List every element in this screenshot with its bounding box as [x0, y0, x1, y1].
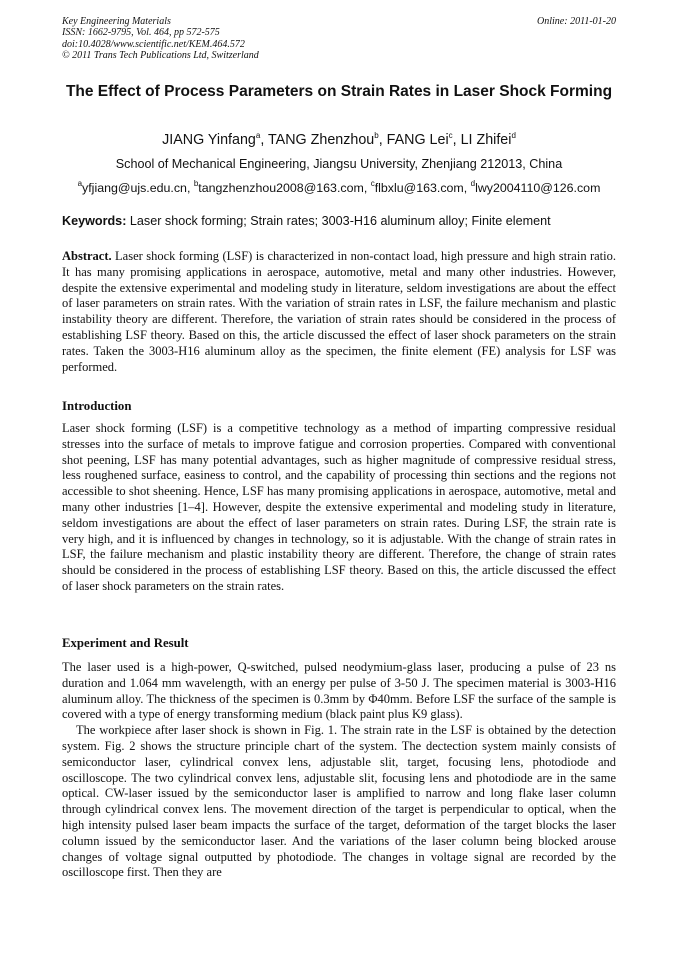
paragraph: The laser used is a high-power, Q-switched, pulsed neodymium-glass laser, producing a pulse of 23 ns duration and 1.064 mm wavelength, with an energy per pulse of 3-50 J. The specimen material is 3003-H16 aluminum alloy. The thickness of the specimen is 0.3mm by Φ40mm. Before LSF the surface of the sample is covered with a type of energy transforming medium (black paint plus K9 glass).: [62, 660, 616, 722]
abstract-text: Laser shock forming (LSF) is characterized in non-contact load, high pressure and high strain ratio. It has many promising applications in aerospace, automotive, metal and many other industries. However, despite the extensive experimental and modeling study in literature, seldom investigations are about the effect of laser parameters on strain rates. With the variation of strain rates in LSF, the failure mechanism and plastic instability theory are different. Therefore, the variation of strain rates should be considered in the process of establishing LSF theory. Based on this, the article discussed the effect of laser shock parameters on the strain rates. Taken the 3003-H16 aluminum alloy as the specimen, the finite element (FE) analysis for LSF was performed.: [62, 249, 616, 374]
journal-header: [62, 16, 259, 61]
email-link[interactable]: yfjiang@ujs.edu.cn: [82, 181, 187, 195]
email-sup: c: [370, 179, 375, 188]
online-date: Online: 2011-01-20: [537, 16, 616, 27]
doi-line[interactable]: doi:10.4028/www.scientific.net/KEM.464.572: [62, 38, 245, 50]
abstract-label: Abstract.: [62, 249, 112, 263]
email-link[interactable]: tangzhenzhou2008@163.com: [198, 181, 364, 195]
introduction-body: [62, 421, 616, 595]
email-link[interactable]: flbxlu@163.com: [374, 181, 464, 195]
paragraph: Laser shock forming (LSF) is a competitive technology as a method of imparting compressive residual stresses into the surface of metals to improve fatigue and corrosion properties. Compared with conventional shot peening, LSF has many potential advantages, such as higher magnitude of compressive residual stress, less roughened surface, easiness to control, and the capability of processing thin sections and the regions not accessible to shot sheening. Hence, LSF has many promising applications in aerospace, automotive, metal and many other industries [1–4]. However, despite the extensive experimental and modeling study in literature, seldom investigations are about the effect of laser parameters on strain rates. During LSF, the strain rate is very high, and it is influenced by changes in technology, so it is adjustable. With the change of strain rates in LSF, the failure mechanism and plastic instability theory are different. Therefore, the change of strain rates should be considered in the process of establishing LSF theory. Based on this, the article discussed the effect of laser shock parameters on the strain rates.: [62, 421, 616, 593]
author-name: JIANG Yinfang: [162, 132, 256, 148]
keywords-text: Laser shock forming; Strain rates; 3003-H16 aluminum alloy; Finite element: [129, 214, 551, 228]
paragraph: The workpiece after laser shock is shown in Fig. 1. The strain rate in the LSF is obtained by the detection system. Fig. 2 shows the structure principle chart of the system. The dectection system mainly consists of semiconductor laser, cylindrical convex lens, adjustable slit, target, focusing lens, photodiode and oscilloscope. The two cylindrical convex lens, adjustable slit, focusing lens and photodiode are in the same optical. CW-laser issued by the semiconductor laser is amplified to narrow and long flake laser column through cylindrical convex lens. The movement direction of the target is perpendicular to optical, when the high intensity pulsed laser beam impacts the surface of the target, deformation of the target blocks the laser column issued by the semiconductor laser. And the variations of the laser column being blocked arouse changes of voltage signal outputted by photodiode. The changes in voltage signal are recorded by the oscilloscope first. Then they are: [62, 723, 616, 880]
author-name: FANG Lei: [386, 132, 449, 148]
keywords: [62, 214, 616, 228]
abstract: [62, 249, 616, 375]
section-heading-introduction: Introduction: [62, 399, 132, 413]
issn-line: ISSN: 1662-9795, Vol. 464, pp 572-575: [62, 27, 220, 39]
section-heading-experiment: Experiment and Result: [62, 636, 189, 650]
author-sup: a: [255, 131, 261, 140]
paper-title: The Effect of Process Parameters on Strain Rates in Laser Shock Forming: [65, 83, 613, 100]
experiment-body: [62, 660, 616, 881]
email-sup: a: [77, 179, 83, 188]
author-sup: d: [511, 131, 516, 140]
journal-name: Key Engineering Materials: [62, 16, 171, 27]
author-name: LI Zhifei: [460, 132, 512, 148]
copyright-line: © 2011 Trans Tech Publications Ltd, Switzerland: [62, 49, 259, 61]
keywords-label: Keywords:: [62, 214, 127, 228]
affiliation: School of Mechanical Engineering, Jiangsu University, Zhenjiang 212013, China: [115, 157, 563, 171]
author-sup: b: [374, 131, 379, 140]
email-link[interactable]: lwy2004110@126.com: [475, 181, 601, 195]
author-sup: c: [448, 131, 453, 140]
email-list: $^a$yfjiang@ujs.edu.cn, $^b$tangzhenzhou2008@163.com, $^c$flbxlu@163.com, $^d$lwy2004110@126.com: [77, 179, 601, 195]
email-sup: b: [193, 179, 199, 188]
author-list: JIANG Yinfang$^a$, TANG Zhenzhou$^b$, FANG Lei$^c$, LI Zhifei$^d$: [162, 131, 516, 148]
email-sup: d: [470, 179, 476, 188]
author-name: TANG Zhenzhou: [268, 132, 375, 148]
